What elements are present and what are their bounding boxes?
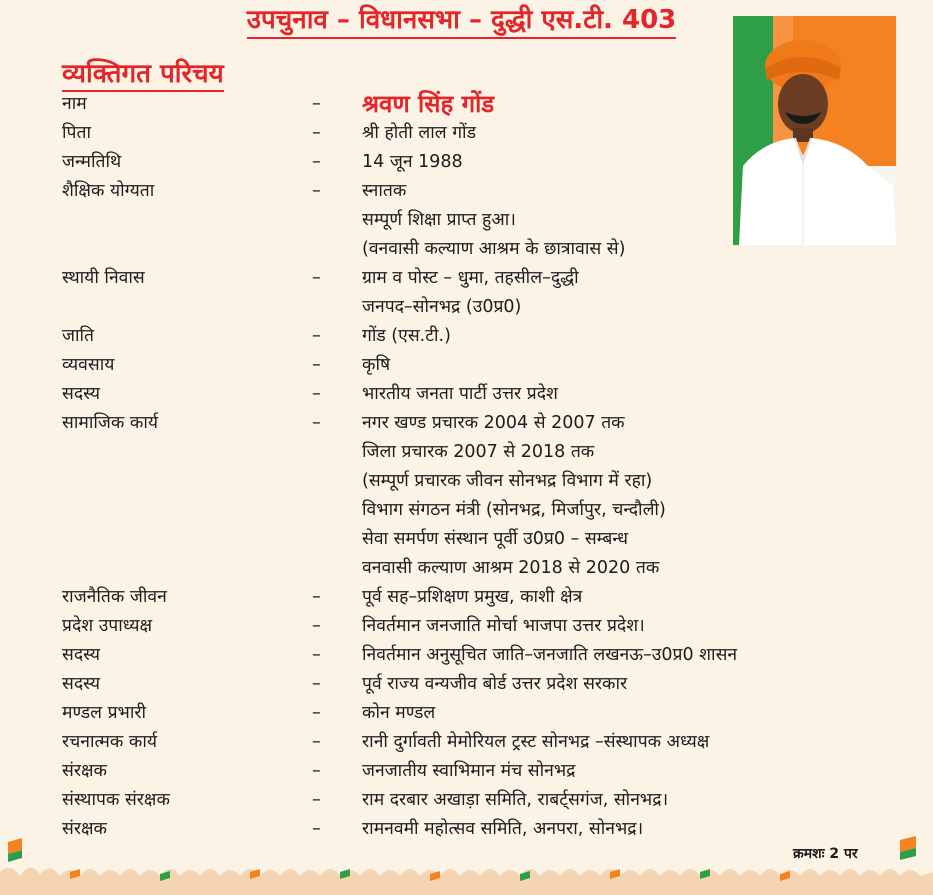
detail-row	[62, 670, 922, 699]
detail-value: सम्पूर्ण शिक्षा प्राप्त हुआ।	[362, 210, 516, 230]
detail-value: (सम्पूर्ण प्रचारक जीवन सोनभद्र विभाग में रहा)	[362, 471, 653, 491]
detail-separator: –	[312, 326, 321, 346]
detail-value: पूर्व राज्य वन्यजीव बोर्ड उत्तर प्रदेश सरकार	[362, 674, 628, 694]
detail-value: भारतीय जनता पार्टी उत्तर प्रदेश	[362, 384, 558, 404]
detail-row	[62, 525, 922, 554]
detail-value: जनपद–सोनभद्र (उ0प्र0)	[362, 297, 522, 317]
detail-value: निवर्तमान अनुसूचित जाति–जनजाति लखनऊ–उ0प्र0 शासन	[362, 645, 738, 665]
detail-row	[62, 641, 922, 670]
detail-value: श्री होती लाल गोंड	[362, 123, 476, 143]
detail-separator: –	[312, 732, 321, 752]
detail-value: विभाग संगठन मंत्री (सोनभद्र, मिर्जापुर, चन्दौली)	[362, 500, 666, 520]
detail-row	[62, 409, 922, 438]
detail-value: निवर्तमान जनजाति मोर्चा भाजपा उत्तर प्रदेश।	[362, 616, 645, 636]
detail-row	[62, 467, 922, 496]
detail-label: सदस्य	[62, 384, 101, 404]
detail-row	[62, 438, 922, 467]
detail-row	[62, 786, 922, 815]
detail-label: स्थायी निवास	[62, 268, 145, 288]
continued-note: क्रमशः 2 पर	[793, 846, 858, 862]
detail-row	[62, 757, 922, 786]
detail-label: जन्मतिथि	[62, 152, 122, 172]
detail-separator: –	[312, 355, 321, 375]
detail-row	[62, 583, 922, 612]
detail-row	[62, 380, 922, 409]
header-title: उपचुनाव – विधानसभा – दुद्धी एस.टी. 403	[247, 4, 677, 39]
detail-row	[62, 612, 922, 641]
detail-label: सदस्य	[62, 674, 101, 694]
detail-value: पूर्व सह–प्रशिक्षण प्रमुख, काशी क्षेत्र	[362, 587, 583, 607]
detail-row	[62, 728, 922, 757]
detail-value: ग्राम व पोस्ट – धुमा, तहसील–दुद्धी	[362, 268, 579, 288]
detail-label: संरक्षक	[62, 761, 107, 781]
detail-row	[62, 264, 922, 293]
detail-label: जाति	[62, 326, 95, 346]
detail-label: संस्थापक संरक्षक	[62, 790, 170, 810]
detail-separator: –	[312, 384, 321, 404]
detail-row	[62, 90, 922, 119]
detail-row	[62, 148, 922, 177]
detail-label: सामाजिक कार्य	[62, 413, 159, 433]
detail-row	[62, 206, 922, 235]
detail-separator: –	[312, 123, 321, 143]
detail-row	[62, 235, 922, 264]
detail-value: 14 जून 1988	[362, 152, 463, 172]
crowd-flags-illustration	[0, 832, 933, 895]
detail-value: राम दरबार अखाड़ा समिति, राबर्ट्सगंज, सोनभद्र।	[362, 790, 669, 810]
detail-label: नाम	[62, 94, 87, 114]
detail-separator: –	[312, 761, 321, 781]
personal-details-list	[62, 90, 922, 844]
detail-value: सेवा समर्पण संस्थान पूर्वी उ0प्र0 – सम्बन्ध	[362, 529, 628, 549]
detail-separator: –	[312, 790, 321, 810]
detail-value: जनजातीय स्वाभिमान मंच सोनभद्र	[362, 761, 576, 781]
detail-row	[62, 496, 922, 525]
detail-value: कोन मण्डल	[362, 703, 436, 723]
detail-label: व्यवसाय	[62, 355, 115, 375]
detail-separator: –	[312, 819, 321, 839]
detail-separator: –	[312, 645, 321, 665]
detail-value: गोंड (एस.टी.)	[362, 326, 451, 346]
detail-label: सदस्य	[62, 645, 101, 665]
detail-separator: –	[312, 181, 321, 201]
detail-separator: –	[312, 413, 321, 433]
detail-row	[62, 554, 922, 583]
detail-separator: –	[312, 94, 321, 114]
detail-row	[62, 322, 922, 351]
detail-value: कृषि	[362, 355, 391, 375]
detail-separator: –	[312, 152, 321, 172]
detail-separator: –	[312, 616, 321, 636]
detail-value: जिला प्रचारक 2007 से 2018 तक	[362, 442, 595, 462]
section-title: व्यक्तिगत परिचय	[62, 58, 224, 92]
candidate-name: श्रवण सिंह गोंड	[362, 90, 495, 118]
detail-separator: –	[312, 268, 321, 288]
detail-label: संरक्षक	[62, 819, 107, 839]
detail-value: स्नातक	[362, 181, 407, 201]
detail-label: रचनात्मक कार्य	[62, 732, 158, 752]
detail-separator: –	[312, 674, 321, 694]
detail-label: पिता	[62, 123, 91, 143]
detail-row	[62, 699, 922, 728]
detail-label: प्रदेश उपाध्यक्ष	[62, 616, 153, 636]
detail-value: नगर खण्ड प्रचारक 2004 से 2007 तक	[362, 413, 625, 433]
detail-separator: –	[312, 703, 321, 723]
detail-value: रामनवमी महोत्सव समिति, अनपरा, सोनभद्र।	[362, 819, 644, 839]
detail-label: राजनैतिक जीवन	[62, 587, 167, 607]
detail-row	[62, 177, 922, 206]
detail-label: मण्डल प्रभारी	[62, 703, 147, 723]
detail-row	[62, 351, 922, 380]
detail-label: शैक्षिक योग्यता	[62, 181, 155, 201]
detail-row	[62, 119, 922, 148]
detail-row	[62, 293, 922, 322]
detail-value: (वनवासी कल्याण आश्रम के छात्रावास से)	[362, 239, 626, 259]
detail-value: वनवासी कल्याण आश्रम 2018 से 2020 तक	[362, 558, 660, 578]
detail-separator: –	[312, 587, 321, 607]
detail-value: रानी दुर्गावती मेमोरियल ट्रस्ट सोनभद्र –संस्थापक अध्यक्ष	[362, 732, 710, 752]
